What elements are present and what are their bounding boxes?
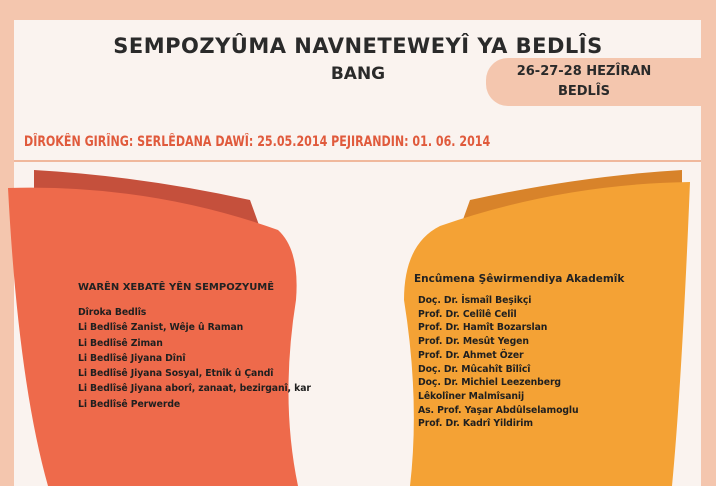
list-item: Li Bedlîsê Jiyana Sosyal, Etnîk û Çandî (78, 368, 274, 380)
symposium-title: SEMPOZYÛMA NAVNETEWEYÎ YA BEDLÎS (113, 34, 603, 58)
important-dates: DÎROKÊN GIRÎNG: SERLÊDANA DAWÎ: 25.05.2014 PEJIRANDIN: 01. 06. 2014 (24, 134, 491, 150)
list-item: Doç. Dr. Michiel Leezenberg (418, 377, 561, 389)
list-item: Lêkolîner Malmîsanij (418, 390, 525, 402)
list-item: Prof. Dr. Ahmet Özer (418, 349, 524, 361)
list-item: As. Prof. Yaşar Abdûlselamoglu (418, 404, 579, 416)
topics-heading: WARÊN XEBATÊ YÊN SEMPOZYUMÊ (78, 282, 275, 293)
topics-list (78, 305, 311, 412)
list-item: Dîroka Bedlîs (78, 307, 147, 318)
list-item: Prof. Dr. Celîlê Celîl (418, 308, 517, 320)
list-item: Prof. Dr. Hamît Bozarslan (418, 322, 548, 334)
list-item: Li Bedlîsê Perwerde (78, 398, 181, 410)
list-item: Prof. Dr. Mesût Yegen (418, 336, 529, 348)
list-item: Li Bedlîsê Zanist, Wêje û Raman (78, 322, 244, 334)
list-item: Doç. Dr. İsmaîl Beşikçi (418, 295, 532, 306)
list-item: Prof. Dr. Kadrî Yildirim (418, 418, 533, 430)
list-item: Li Bedlîsê Ziman (78, 337, 163, 349)
list-item: Li Bedlîsê Jiyana Dînî (78, 352, 186, 364)
committee-list (418, 294, 579, 431)
list-item: Li Bedlîsê Jiyana aborî, zanaat, bezirganî, kar (78, 383, 311, 395)
event-city: BEDLÎS (557, 84, 611, 99)
call-subtitle: BANG (330, 64, 386, 84)
list-item: Doç. Dr. Mûcahît Bîlîcî (418, 363, 531, 375)
event-dates: 26-27-28 HEZÎRAN (516, 64, 652, 79)
committee-heading: Encûmena Şêwirmendiya Akademîk (414, 273, 625, 285)
